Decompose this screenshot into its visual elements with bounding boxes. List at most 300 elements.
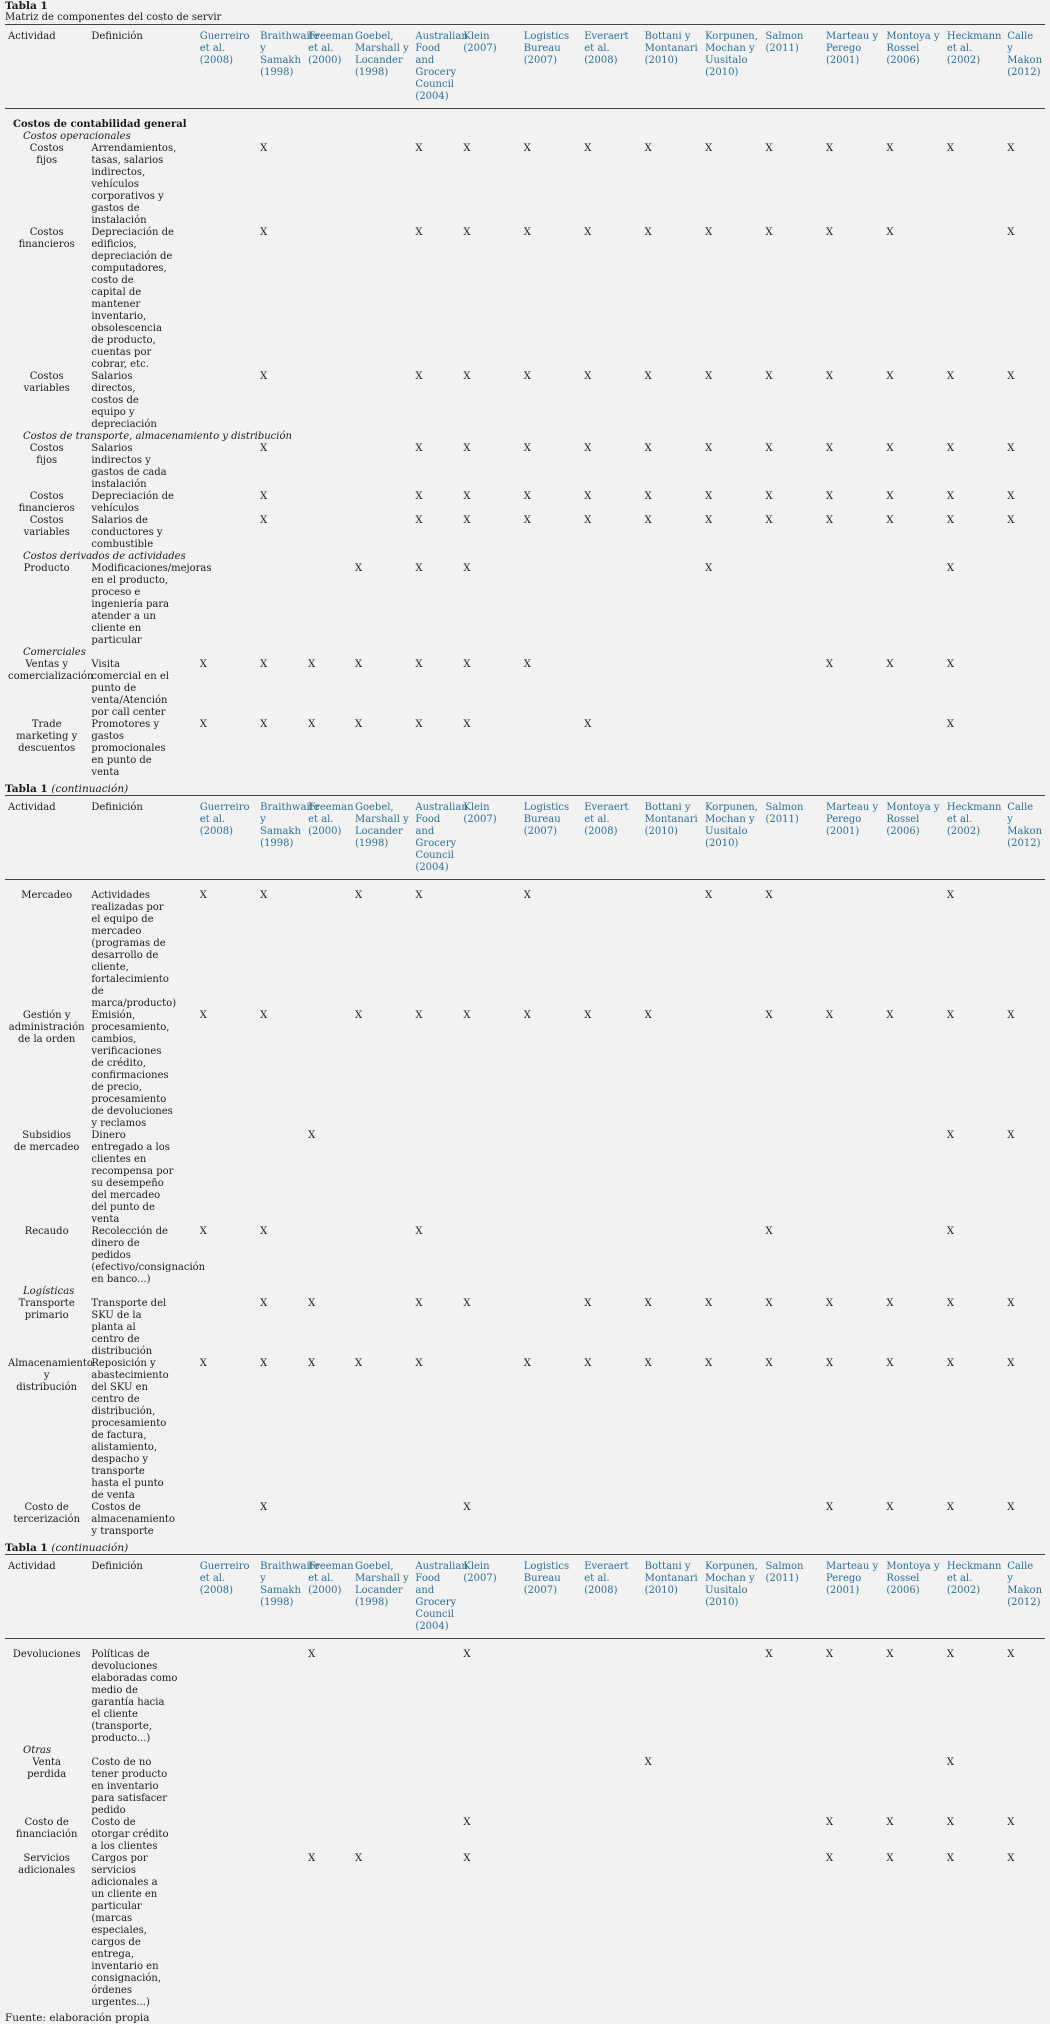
reference-mark-cell (763, 1757, 823, 1817)
reference-mark-cell (823, 719, 883, 779)
reference-mark-cell (257, 491, 305, 515)
x-mark: X (354, 890, 363, 901)
reference-mark-cell (702, 227, 762, 371)
reference-mark-cell (944, 1130, 1004, 1226)
x-mark: X (1007, 1502, 1015, 1513)
x-mark: X (260, 719, 268, 730)
x-mark: X (1007, 1130, 1015, 1141)
subsection-heading: Costos derivados de actividades (23, 551, 186, 562)
x-mark: X (415, 719, 423, 730)
definition-cell: Dinero entregado a los clientes en recompensa por su desempeño del mercadeo del punto de venta (91, 1130, 174, 1225)
reference-mark-cell (352, 1358, 412, 1502)
x-mark: X (308, 1298, 316, 1309)
col-header-reference: Goebel, Marshall y Locander (1998) (352, 796, 412, 880)
reference-mark-cell (412, 1502, 460, 1538)
reference-mark-cell (257, 1649, 305, 1745)
definition-cell: Modificaciones/mejoras en el producto, proceso e ingeniería para atender a un cliente en particular (91, 563, 212, 646)
reference-mark-cell (521, 227, 581, 371)
x-mark: X (1007, 1358, 1015, 1369)
reference-mark-cell (823, 1853, 883, 2009)
table-row (5, 1757, 1045, 1817)
x-mark: X (825, 1853, 834, 1864)
col-header-reference: Logistics Bureau (2007) (521, 1555, 581, 1639)
reference-mark-cell (883, 1358, 943, 1502)
x-mark: X (523, 227, 531, 238)
x-mark: X (946, 1817, 954, 1828)
reference-mark-cell (763, 563, 823, 647)
reference-mark-cell (521, 515, 581, 551)
x-mark: X (886, 227, 894, 238)
col-header-reference: Calle y Makon (2012) (1004, 25, 1045, 109)
col-header-reference: Salmon (2011) (763, 1555, 823, 1639)
table-row (5, 491, 1045, 515)
table-row (5, 719, 1045, 779)
x-mark: X (825, 227, 834, 238)
reference-mark-cell (521, 659, 581, 719)
reference-mark-cell (197, 371, 257, 431)
reference-mark-cell (702, 515, 762, 551)
reference-mark-cell (581, 1649, 641, 1745)
x-mark: X (463, 1010, 471, 1021)
reference-mark-cell (702, 1298, 762, 1358)
section-row (5, 119, 1045, 131)
x-mark: X (308, 1358, 316, 1369)
reference-mark-cell (763, 1853, 823, 2009)
reference-mark-cell (305, 1502, 352, 1538)
definition-cell: Actividades realizadas por el equipo de mercadeo (programas de desarrollo de cliente, fortalecimiento de marca/producto) (91, 890, 177, 1009)
reference-mark-cell (352, 1757, 412, 1817)
col-header-reference: Guerreiro et al. (2008) (197, 796, 257, 880)
reference-mark-cell (352, 143, 412, 227)
reference-mark-cell (352, 719, 412, 779)
x-mark: X (354, 1358, 363, 1369)
x-mark: X (825, 659, 834, 670)
x-mark: X (1007, 371, 1015, 382)
activity-cell: Producto (23, 563, 70, 574)
reference-mark-cell (581, 491, 641, 515)
reference-mark-cell (305, 1817, 352, 1853)
col-header-reference: Klein (2007) (460, 25, 520, 109)
x-mark: X (463, 143, 471, 154)
x-mark: X (415, 659, 423, 670)
x-mark: X (260, 1226, 268, 1237)
reference-mark-cell (581, 1298, 641, 1358)
reference-mark-cell (823, 1226, 883, 1286)
col-header-reference: Everaert et al. (2008) (581, 25, 641, 109)
x-mark: X (946, 719, 954, 730)
reference-mark-cell (305, 719, 352, 779)
x-mark: X (705, 1298, 713, 1309)
reference-mark-cell (257, 719, 305, 779)
reference-mark-cell (521, 890, 581, 1010)
reference-mark-cell (412, 890, 460, 1010)
x-mark: X (415, 563, 423, 574)
reference-mark-cell (581, 143, 641, 227)
table-title: Matriz de componentes del costo de servir (5, 12, 222, 23)
reference-mark-cell (702, 1358, 762, 1502)
col-header-reference: Braithwaite y Samakh (1998) (257, 25, 305, 109)
x-mark: X (825, 1649, 834, 1660)
reference-mark-cell (883, 443, 943, 491)
definition-cell: Salarios directos, costos de equipo y depreciación (91, 371, 157, 430)
reference-mark-cell (305, 1010, 352, 1130)
source-note: Fuente: elaboración propia (5, 2012, 150, 2024)
reference-mark-cell (823, 227, 883, 371)
reference-mark-cell (944, 1010, 1004, 1130)
x-mark: X (463, 443, 471, 454)
col-header-definition: Definición (88, 25, 196, 109)
reference-mark-cell (763, 659, 823, 719)
x-mark: X (765, 1298, 773, 1309)
reference-mark-cell (883, 227, 943, 371)
definition-cell: Salarios indirectos y gastos de cada instalación (91, 443, 167, 490)
reference-mark-cell (197, 143, 257, 227)
reference-mark-cell (642, 1853, 702, 2009)
reference-mark-cell (257, 1358, 305, 1502)
activity-cell: Costo de financiación (15, 1817, 78, 1840)
reference-mark-cell (352, 371, 412, 431)
reference-mark-cell (305, 515, 352, 551)
reference-mark-cell (763, 1010, 823, 1130)
reference-mark-cell (883, 563, 943, 647)
reference-mark-cell (763, 1649, 823, 1745)
reference-mark-cell (257, 1010, 305, 1130)
table-row (5, 563, 1045, 647)
subsection-row (5, 431, 1045, 443)
reference-mark-cell (944, 563, 1004, 647)
x-mark: X (946, 443, 954, 454)
definition-cell: Depreciación de edificios, depreciación de computadores, costo de capital de mantener inventario, obsolescencia de producto, cuentas por cobrar, etc. (91, 227, 174, 370)
reference-mark-cell (642, 1757, 702, 1817)
col-header-reference: Heckmann et al. (2002) (944, 25, 1004, 109)
subsection-row (5, 1286, 1045, 1298)
x-mark: X (1007, 1010, 1015, 1021)
reference-mark-cell (883, 1649, 943, 1745)
activity-cell: Subsidios de mercadeo (13, 1130, 80, 1153)
reference-mark-cell (197, 1649, 257, 1745)
reference-mark-cell (197, 1358, 257, 1502)
x-mark: X (415, 371, 423, 382)
reference-mark-cell (581, 1226, 641, 1286)
reference-mark-cell (944, 1757, 1004, 1817)
reference-mark-cell (642, 1358, 702, 1502)
reference-mark-cell (1004, 1757, 1045, 1817)
x-mark: X (584, 1010, 592, 1021)
reference-mark-cell (883, 515, 943, 551)
x-mark: X (1007, 1817, 1015, 1828)
reference-mark-cell (352, 1130, 412, 1226)
x-mark: X (946, 1358, 954, 1369)
table-row (5, 1649, 1045, 1745)
reference-mark-cell (944, 1817, 1004, 1853)
reference-mark-cell (944, 515, 1004, 551)
reference-mark-cell (352, 1649, 412, 1745)
col-header-reference: Marteau y Perego (2001) (823, 1555, 883, 1639)
reference-mark-cell (412, 1226, 460, 1286)
subsection-heading: Costos de transporte, almacenamiento y distribución (23, 431, 292, 442)
reference-mark-cell (883, 1817, 943, 1853)
x-mark: X (644, 143, 652, 154)
reference-mark-cell (305, 371, 352, 431)
table-row (5, 371, 1045, 431)
x-mark: X (415, 443, 423, 454)
reference-mark-cell (257, 371, 305, 431)
col-header-reference: Everaert et al. (2008) (581, 796, 641, 880)
reference-mark-cell (1004, 1502, 1045, 1538)
reference-mark-cell (944, 890, 1004, 1010)
reference-mark-cell (460, 1502, 520, 1538)
x-mark: X (260, 1502, 268, 1513)
reference-mark-cell (257, 1502, 305, 1538)
x-mark: X (946, 1130, 954, 1141)
definition-cell: Depreciación de vehículos (91, 491, 174, 514)
reference-mark-cell (460, 659, 520, 719)
table-row (5, 1358, 1045, 1502)
reference-mark-cell (823, 143, 883, 227)
col-header-reference: Montoya y Rossel (2006) (883, 1555, 943, 1639)
reference-mark-cell (412, 719, 460, 779)
reference-mark-cell (642, 1817, 702, 1853)
subsection-heading: Comerciales (23, 647, 86, 658)
col-header-reference: Montoya y Rossel (2006) (883, 25, 943, 109)
reference-mark-cell (197, 719, 257, 779)
col-header-reference: Salmon (2011) (763, 25, 823, 109)
activity-cell: Costos fijos (29, 443, 64, 466)
reference-mark-cell (521, 143, 581, 227)
reference-mark-cell (305, 143, 352, 227)
reference-mark-cell (305, 1853, 352, 2009)
x-mark: X (1007, 1649, 1015, 1660)
x-mark: X (886, 1649, 894, 1660)
definition-cell: Visita comercial en el punto de venta/Atención por call center (91, 659, 169, 718)
x-mark: X (825, 1817, 834, 1828)
x-mark: X (886, 1853, 894, 1864)
reference-mark-cell (1004, 1130, 1045, 1226)
reference-mark-cell (702, 491, 762, 515)
reference-mark-cell (257, 1757, 305, 1817)
reference-mark-cell (197, 563, 257, 647)
x-mark: X (705, 443, 713, 454)
reference-mark-cell (197, 1298, 257, 1358)
subsection-heading: Logísticas (23, 1286, 75, 1297)
x-mark: X (765, 491, 773, 502)
reference-mark-cell (823, 1757, 883, 1817)
reference-mark-cell (642, 143, 702, 227)
reference-mark-cell (944, 1853, 1004, 2009)
header-gap (5, 1639, 1045, 1650)
reference-mark-cell (763, 719, 823, 779)
x-mark: X (1007, 515, 1015, 526)
reference-mark-cell (642, 491, 702, 515)
reference-mark-cell (257, 659, 305, 719)
reference-mark-cell (642, 1298, 702, 1358)
reference-mark-cell (460, 227, 520, 371)
x-mark: X (354, 659, 363, 670)
col-header-reference: Logistics Bureau (2007) (521, 796, 581, 880)
x-mark: X (463, 1817, 471, 1828)
definition-cell: Promotores y gastos promocionales en punto de venta (91, 719, 166, 778)
reference-mark-cell (460, 515, 520, 551)
x-mark: X (886, 659, 894, 670)
reference-mark-cell (763, 1226, 823, 1286)
reference-mark-cell (352, 1010, 412, 1130)
reference-mark-cell (197, 1757, 257, 1817)
activity-cell: Transporte primario (18, 1298, 75, 1321)
reference-mark-cell (944, 1358, 1004, 1502)
x-mark: X (825, 443, 834, 454)
reference-mark-cell (702, 1502, 762, 1538)
table-number: Tabla 1 (5, 0, 48, 12)
reference-mark-cell (460, 1130, 520, 1226)
x-mark: X (886, 515, 894, 526)
col-header-reference: Korpunen, Mochan y Uusitalo (2010) (702, 796, 762, 880)
reference-mark-cell (944, 719, 1004, 779)
definition-cell: Costos de almacenamiento y transporte (91, 1502, 175, 1537)
reference-mark-cell (702, 443, 762, 491)
reference-mark-cell (944, 659, 1004, 719)
reference-mark-cell (305, 659, 352, 719)
reference-mark-cell (352, 1817, 412, 1853)
x-mark: X (1007, 1298, 1015, 1309)
reference-mark-cell (823, 1649, 883, 1745)
subsection-row (5, 131, 1045, 143)
reference-mark-cell (521, 1298, 581, 1358)
reference-mark-cell (944, 1298, 1004, 1358)
col-header-reference: Braithwaite y Samakh (1998) (257, 1555, 305, 1639)
table-row (5, 515, 1045, 551)
activity-cell: Costos variables (23, 371, 70, 394)
reference-mark-cell (763, 491, 823, 515)
reference-mark-cell (352, 659, 412, 719)
reference-mark-cell (412, 1130, 460, 1226)
reference-mark-cell (823, 890, 883, 1010)
x-mark: X (765, 1358, 773, 1369)
reference-mark-cell (883, 143, 943, 227)
x-mark: X (644, 1010, 652, 1021)
reference-mark-cell (823, 443, 883, 491)
subsection-heading: Otras (23, 1745, 52, 1756)
x-mark: X (584, 1298, 592, 1309)
x-mark: X (1007, 1853, 1015, 1864)
reference-mark-cell (352, 515, 412, 551)
reference-mark-cell (305, 1298, 352, 1358)
reference-mark-cell (642, 227, 702, 371)
reference-mark-cell (521, 1757, 581, 1817)
reference-mark-cell (412, 143, 460, 227)
col-header-reference: Goebel, Marshall y Locander (1998) (352, 1555, 412, 1639)
reference-mark-cell (460, 1817, 520, 1853)
x-mark: X (308, 1853, 316, 1864)
x-mark: X (415, 1298, 423, 1309)
reference-mark-cell (823, 659, 883, 719)
x-mark: X (765, 1010, 773, 1021)
reference-mark-cell (460, 1226, 520, 1286)
x-mark: X (463, 1502, 471, 1513)
x-mark: X (946, 1502, 954, 1513)
x-mark: X (705, 143, 713, 154)
reference-mark-cell (460, 491, 520, 515)
definition-cell: Arrendamientos, tasas, salarios indirectos, vehículos corporativos y gastos de instalación (91, 143, 177, 226)
reference-mark-cell (581, 227, 641, 371)
reference-mark-cell (702, 1226, 762, 1286)
reference-mark-cell (763, 443, 823, 491)
reference-mark-cell (1004, 1298, 1045, 1358)
x-mark: X (308, 719, 316, 730)
reference-mark-cell (1004, 1649, 1045, 1745)
reference-mark-cell (883, 1853, 943, 2009)
table-row (5, 143, 1045, 227)
col-header-reference: Marteau y Perego (2001) (823, 796, 883, 880)
x-mark: X (886, 1358, 894, 1369)
reference-mark-cell (197, 515, 257, 551)
table-row (5, 1226, 1045, 1286)
reference-mark-cell (1004, 1358, 1045, 1502)
reference-mark-cell (581, 1010, 641, 1130)
reference-mark-cell (460, 1010, 520, 1130)
reference-mark-cell (642, 1226, 702, 1286)
reference-mark-cell (352, 1502, 412, 1538)
x-mark: X (584, 227, 592, 238)
table-row (5, 659, 1045, 719)
x-mark: X (644, 1298, 652, 1309)
x-mark: X (523, 659, 531, 670)
activity-cell: Costos fijos (29, 143, 64, 166)
x-mark: X (199, 1010, 207, 1021)
col-header-definition: Definición (88, 796, 196, 880)
x-mark: X (946, 1298, 954, 1309)
x-mark: X (946, 515, 954, 526)
reference-mark-cell (521, 1226, 581, 1286)
x-mark: X (260, 227, 268, 238)
x-mark: X (354, 1853, 363, 1864)
reference-mark-cell (1004, 443, 1045, 491)
reference-mark-cell (702, 563, 762, 647)
reference-mark-cell (305, 1358, 352, 1502)
x-mark: X (1007, 227, 1015, 238)
x-mark: X (644, 515, 652, 526)
reference-mark-cell (521, 1130, 581, 1226)
x-mark: X (584, 143, 592, 154)
x-mark: X (765, 1226, 773, 1237)
reference-mark-cell (944, 443, 1004, 491)
col-header-activity: Actividad (5, 796, 88, 880)
reference-mark-cell (581, 1817, 641, 1853)
reference-mark-cell (883, 890, 943, 1010)
col-header-reference: Freeman et al. (2000) (305, 1555, 352, 1639)
col-header-reference: Australian Food and Grocery Council (2004) (412, 25, 460, 109)
reference-mark-cell (823, 1298, 883, 1358)
reference-mark-cell (581, 443, 641, 491)
reference-mark-cell (305, 1226, 352, 1286)
reference-mark-cell (823, 1817, 883, 1853)
col-header-reference: Braithwaite y Samakh (1998) (257, 796, 305, 880)
reference-mark-cell (197, 1853, 257, 2009)
reference-mark-cell (944, 1649, 1004, 1745)
reference-mark-cell (257, 1853, 305, 2009)
col-header-reference: Goebel, Marshall y Locander (1998) (352, 25, 412, 109)
subsection-row (5, 647, 1045, 659)
reference-mark-cell (305, 1649, 352, 1745)
reference-mark-cell (883, 659, 943, 719)
reference-mark-cell (702, 719, 762, 779)
reference-mark-cell (823, 491, 883, 515)
reference-mark-cell (642, 1010, 702, 1130)
reference-mark-cell (521, 1649, 581, 1745)
reference-mark-cell (257, 1298, 305, 1358)
reference-mark-cell (197, 491, 257, 515)
table-number: Tabla 1 (5, 783, 48, 795)
x-mark: X (199, 719, 207, 730)
